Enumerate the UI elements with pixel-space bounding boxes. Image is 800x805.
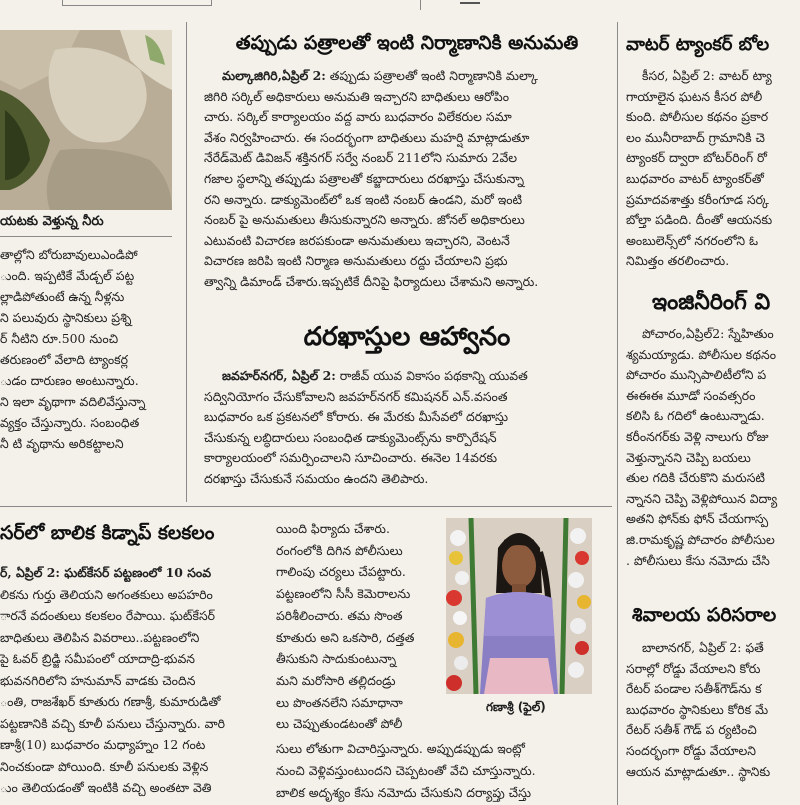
kidnap-col1 (0, 562, 262, 799)
main-story-line: త్వాన్ని డిమాండ్ చేశారు.ఇప్పటికే దీనిపై ఫిర్యాదులు చేశామని అన్నారు. (204, 273, 539, 289)
water-line: వ్యక్తం చేస్తున్నారు. సంబంధిత (0, 415, 140, 430)
main-story-headline: తప్పుడు పత్రాలతో ఇంటి నిర్మాణానికి అనుమతి (235, 32, 579, 54)
kidnap-line: ంతి, రాజశేఖర్ కూతురు గణాశ్రీ, కుమారుడితో (0, 694, 221, 709)
right-line: బాలానగర్, ఏప్రిల్ 2: ఫతే (642, 640, 764, 655)
right-body-3 (626, 638, 800, 782)
kidnap-line: ర్, ఏప్రిల్ 2: ఘట్‌కేసర్ పట్టణంలో 10 సంవ (0, 565, 212, 580)
kidnap-line: గాలింపు చర్యలు చేపట్టారు. (276, 564, 406, 580)
right-line: బుధవారం వాటర్ ట్యాంకర్‌తో (626, 170, 764, 186)
column-rule-right (617, 22, 618, 805)
kidnap-line: మని మరోసారి తల్లిదండ్రు (276, 672, 396, 688)
right-body-2 (626, 324, 800, 571)
kidnap-line: బాలిక అదృశ్యం కేసు నమోదు చేసుకుని దర్యాప్తు చేస్తు (276, 785, 532, 800)
girl-photo (446, 518, 592, 694)
main-story-dateline: మల్కాజిగిరి,ఏప్రిల్ 2: (222, 68, 326, 83)
right-line: తుల గదికి చేరుకొని మరుసటి (626, 470, 765, 486)
right-line: రేటర్ సతీశ్ గౌడ్ ప ర్యటించి (626, 722, 757, 738)
kidnap-line: నించకుండా పోయింది. కూలీ పనులకు వెళ్లిన (0, 758, 209, 774)
kidnap-line: ారనే వదంతులు కలకలం రేపాయి. ఘట్‌కేసర్ (0, 608, 215, 623)
water-line: ుంది. ఇప్పటికే మేడ్చల్ పట్ట (0, 268, 135, 283)
right-line: జి.రామకృష్ణ పోచారం పోలీసుల (626, 531, 775, 547)
right-line: పోచారం,ఏప్రిల్2: స్నేహితుం (642, 326, 774, 341)
water-line: ుడం దారుణం అంటున్నారు. (0, 373, 139, 388)
column-rule-left (186, 22, 187, 502)
right-line: శ్యమయ్యాడు. పోలీసుల కథనం (626, 346, 776, 362)
right-line: అతని ఫోన్‌కు ఫోన్ చేయగాస్ప (626, 511, 769, 527)
right-headline-1: వాటర్ ట్యాంకర్ బోల (626, 34, 770, 55)
main-story-line: తప్పుడు పత్రాలతో ఇంటి నిర్మాణానికి మల్కా (329, 68, 538, 83)
right-line: నిమిత్తం తరలించారు. (626, 253, 730, 269)
main-story-line: విచారణ జరిపి ఇంటి నిర్మాణ అనుమతులు రద్దు చేయాలని ప్రభు (204, 253, 508, 269)
kidnap-line: బాధితులు తెలిపిన వివరాలు..పట్టణంలోని (0, 629, 200, 645)
kidnap-line: పరిశీలించారు. తమ సొంత (276, 607, 403, 623)
water-photo (0, 30, 172, 210)
right-line: ట్యాంకర్ ద్వారా బోటర్‌రింగ్ రో (626, 150, 767, 166)
applications-line: చేసుకున్న లబ్ధిదారులు సంబంధిత డాక్యుమెంట్స్‌ను కార్పొరేషన్ (204, 429, 497, 445)
kidnap-line: తీసుకుని సాదుకుంటున్నా (276, 651, 397, 667)
kidnap-line: లికను గుర్తు తెలియని అగంతకులు అపహరిం (0, 586, 213, 602)
right-line: పోచారం మున్సిపాలిటీలోని ప (626, 367, 767, 383)
water-photo-caption: యటకు వెళ్తున్న నీరు (0, 214, 104, 229)
water-caption-rule (0, 236, 172, 237)
right-line: కరీంనగర్‌కు వెళ్లి నాలుగు రోజు (626, 428, 769, 444)
kidnap-line: కూతురు అని ఒకసారి, దత్తత (276, 629, 415, 645)
kidnap-line: భువనగిరిలోని హనుమాన్ వాడకు చెందిన (0, 672, 196, 688)
right-body-1 (626, 66, 800, 272)
main-story-line: చారు. సర్కిల్ కార్యాలయం వద్ద వారు బుధవారం విలేకరుల సమా (204, 109, 512, 125)
applications-headline: దరఖాస్తుల ఆహ్వానం (303, 322, 511, 352)
water-line: తరుణంలో వేలాది ట్యాంకర్ల (0, 352, 128, 367)
applications-line: కార్యాలయంలో సమర్పించాలని సూచించారు. ఈనెల 14వరకు (204, 450, 498, 466)
right-line: బుధవారం స్థానికులు కోరిక మే (626, 701, 769, 717)
water-story-body (0, 244, 180, 454)
kidnap-line: పై ఓవర్ బ్రిడ్జి సమీపంలో యాదాద్రి-భువన (0, 651, 195, 666)
main-story-line: గజాల స్థలాన్ని తప్పుడు పత్రాలతో కబ్జాదారులు దరఖాస్తు చేసుకున్నా (204, 170, 525, 186)
applications-body (204, 366, 609, 490)
section-rule (0, 506, 612, 507)
main-story-line: నేరేడ్‌మెట్ డివిజన్ శక్తినగర్ సర్వే నంబర్ 211లోని సుమారు 2వేల (204, 150, 518, 166)
right-line: కీసర, ఏప్రిల్ 2: వాటర్ ట్యా (642, 68, 772, 83)
right-line: . పోలీసులు కేసు నమోదు చేసి (626, 552, 770, 568)
main-story-line: జిగిరి సర్కిల్ అధికారులు అనుమతి ఇచ్చారని బాధితులు ఆరోపిం (204, 88, 510, 104)
applications-line: సద్వినియోగం చేసుకోవాలని జవహర్‌నగర్ కమిషనర్ ఎన్.వసంత (204, 388, 508, 404)
girl-photo-caption: గణాశ్రీ (ఫైల్) (486, 700, 546, 714)
applications-line: బుధవారం ఒక ప్రకటనలో కోరారు. ఈ మేరకు మీసేవలో దరఖాస్తు (204, 409, 509, 425)
right-line: రేటర్ పండాల సతీశ్‌గౌడ్‌ను క (626, 681, 762, 697)
kidnap-line: పట్టణానికి వచ్చి కూలీ పనులు చేస్తున్నారు. వారి (0, 715, 225, 731)
kidnap-col2 (276, 518, 438, 735)
right-line: సందర్భంగా రోడ్డు వేయాలని (626, 742, 756, 758)
kidnap-headline: సర్‌లో బాలిక కిడ్నాప్ కలకలం (0, 522, 215, 544)
right-headline-2: ఇంజినీరింగ్ వి (652, 290, 771, 315)
water-line: నీ టి వృథాను అరికట్టాలని (0, 436, 124, 451)
right-line: కలిసి ఓ గదిలో ఉంటున్నాడు. (626, 408, 765, 424)
water-line: ని పలువురు స్థానికులు ప్రశ్ని (0, 310, 132, 325)
right-line: న్నానని చెప్పి వెళ్లిపోయిన విద్యా (626, 490, 778, 506)
applications-dateline: జవహర్‌నగర్, ఏప్రిల్ 2: (222, 368, 336, 383)
applications-line: దరఖాస్తు చేసుకునే సమయం ఉందని తెలిపారు. (204, 470, 429, 486)
kidnap-line: లు పొంతనలేని సమాధానా (276, 694, 403, 710)
main-story-line: రని అన్నారు. డాక్యుమెంట్‌లో ఒక ఇంటి నంబర్ ఉండని, మరో ఇంటి (204, 191, 523, 207)
right-line: కుంది. పోలీసుల కథనం ప్రకార (626, 109, 769, 125)
water-line: ల్లాడిపోతుంటే ఉన్న నీళ్లను (0, 289, 125, 304)
applications-line: రాజీవ్ యువ వికాసం పథకాన్ని యువత (339, 368, 528, 383)
kidnap-line: యింది ఫిర్యాదు చేశారు. (276, 521, 390, 536)
kidnap-line: నుంచి వెళ్లివస్తుంటుందని చెప్పటంతో వేచి చూస్తున్నారు. (276, 763, 536, 778)
main-story-line: వేశం నిర్వహించారు. ఈ సందర్భంగా బాధితులు మహర్షి మాట్లాడుతూ (204, 129, 530, 145)
right-line: అంబులెన్స్‌లో నగరంలోని ఓ (626, 232, 759, 248)
right-headline-3: శివాలయ పరిసరాల (632, 604, 777, 626)
kidnap-line: ుం తెలియడంతో ఇంటికి వచ్చి అంతటా వెతి (0, 780, 212, 795)
water-line: తాల్లోని బోరుబావులుఎండిపో (0, 247, 138, 262)
kidnap-line: లు చెప్పుతుండటంతో పోలీ (276, 716, 403, 732)
top-strip (0, 0, 800, 12)
right-line: లం మునీరాబాద్ గ్రామానికి చె (626, 129, 765, 145)
main-story-line: ఎటువంటి విచారణ జరపకుండా అనుమతులు ఇచ్చారని, వెంటనే (204, 232, 510, 248)
water-line: ర్ నీటిని రూ.500 నుంచి (0, 331, 119, 346)
kidnap-wide (276, 738, 612, 804)
water-line: ని ఇలా వృథాగా వదిలివేస్తున్నా (0, 394, 146, 409)
main-story-body (204, 66, 609, 293)
kidnap-line: రంగంలోకి దిగిన పోలీసులు (276, 542, 403, 558)
right-line: ఈఈఈ మూడో సంవత్సరం (626, 387, 756, 403)
right-line: సరాల్లో రోడ్డు వేయాలని కోరు (626, 660, 761, 676)
kidnap-line: ణాశ్రీ(10) బుధవారం మధ్యాహ్నం 12 గంట (0, 737, 206, 752)
right-line: ఆయన మాట్లాడుతూ.. స్థానికు (626, 763, 771, 779)
right-line: వెళ్తున్నానని చెప్పి బయలు (626, 449, 751, 465)
main-story-line: నంబర్ పై అనుమతులు తీసుకున్నారని అన్నారు. జోనల్ అధికారులు (204, 212, 525, 228)
right-line: ప్రమాదవశాత్తు కరీంగూడ సర్క (626, 191, 769, 207)
kidnap-line: పట్టణంలోని సీసీ కెమెరాలను (276, 586, 411, 602)
kidnap-line: సులు లోతుగా విచారిస్తున్నారు. అప్పుడప్పుడు ఇంట్లో (276, 741, 525, 756)
right-line: గాయాలైన ఘటన కీసర పోలీ (626, 88, 763, 104)
right-line: బోల్తా పడింది. దీంతో ఆయనకు (626, 212, 773, 228)
